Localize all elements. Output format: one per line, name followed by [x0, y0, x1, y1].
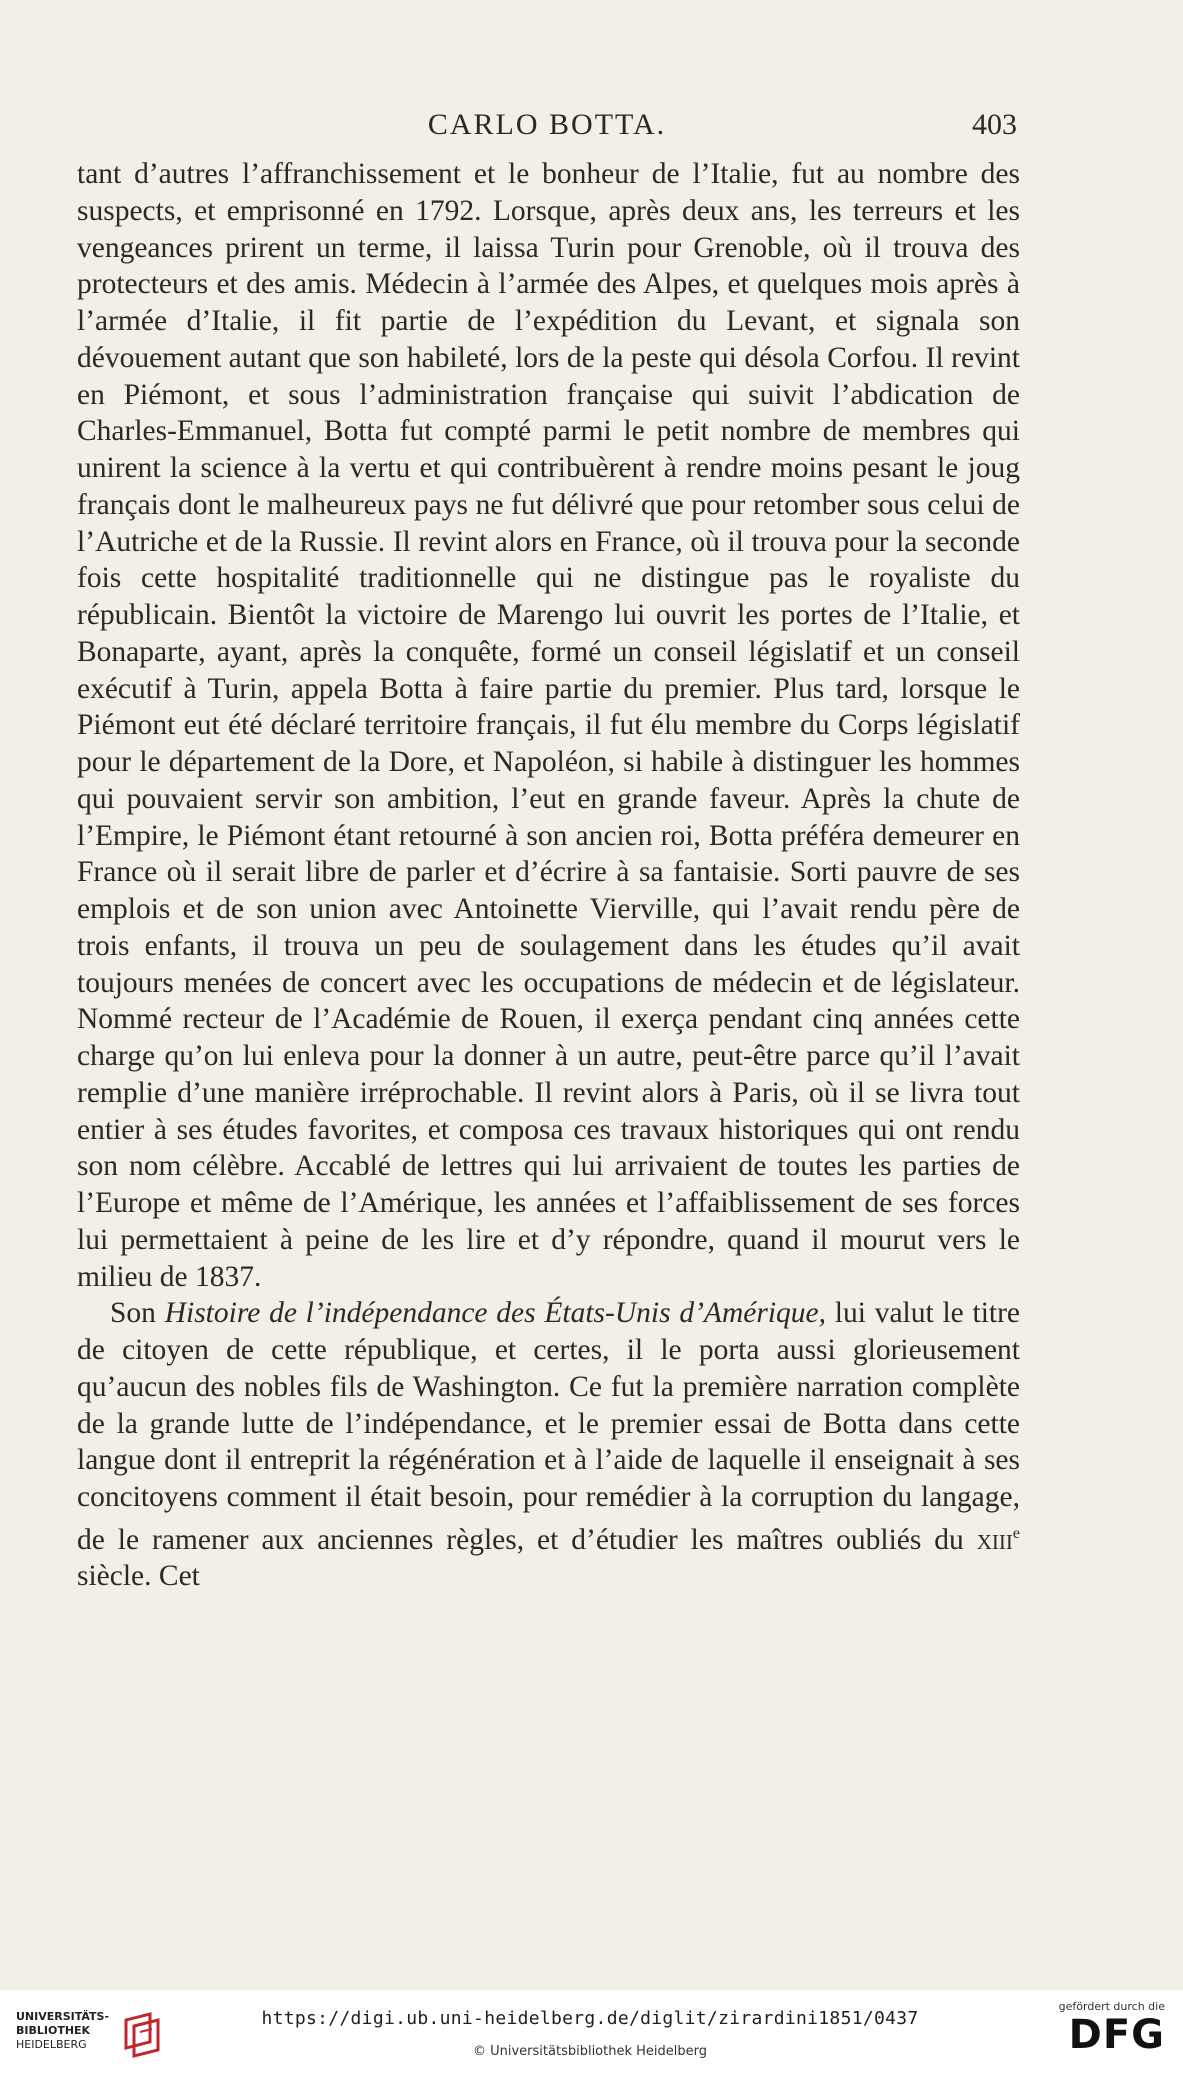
- library-logo[interactable]: [16, 2010, 176, 2062]
- library-name-line: UNIVERSITÄTS-: [16, 2010, 110, 2023]
- funder-logo[interactable]: [1045, 2000, 1165, 2057]
- ordinal-superscript: e: [1012, 1524, 1021, 1542]
- paragraph: tant d’autres l’affranchissement et le bonheur de l’Italie, fut au nombre des suspects, et emprisonné en 1792. Lorsque, après deux ans, les terreurs et les vengeances prirent un terme, il laissa Turin pour Grenoble, où il trouva des protecteurs et des amis. Médecin à l’armée des Alpes, et quelques mois après à l’armée d’Italie, il fit partie de l’expédition du Levant, et signala son dévouement autant que son habileté, lors de la peste qui désola Corfou. Il revint en Piémont, et sous l’administration française qui suivit l’abdication de Charles-Emmanuel, Botta fut compté parmi le petit nombre de membres qui unirent la science à la vertu et qui contribuèrent à rendre moins pesant le joug français dont le malheureux pays ne fut délivré que pour retomber sous celui de l’Autriche et de la Russie. Il revint alors en France, où il trouva pour la seconde fois cette hospitalité traditionnelle qui ne distingue pas le royaliste du républicain. Bientôt la victoire de Marengo lui ouvrit les portes de l’Italie, et Bonaparte, ayant, après la conquête, formé un conseil législatif et un conseil exécutif à Turin, appela Botta à faire partie du premier. Plus tard, lorsque le Piémont eut été déclaré territoire français, il fut élu membre du Corps législatif pour le département de la Dore, et Napoléon, si habile à distinguer les hommes qui pouvaient servir son ambition, l’eut en grande faveur. Après la chute de l’Empire, le Piémont étant retourné à son ancien roi, Botta préféra demeurer en France où il serait libre de parler et d’écrire à sa fantaisie. Sorti pauvre de ses emplois et de son union avec Antoinette Vierville, qui l’avait rendu père de trois enfants, il trouva un peu de soulagement dans les études qu’il avait toujours menées de concert avec les occupations de médecin et de législateur. Nommé recteur de l’Académie de Rouen, il exerça pendant cinq années cette charge qu’on lui enleva pour la donner à un autre, peut-être parce qu’il l’avait remplie d’une manière irréprochable. Il revint alors à Paris, où il se livra tout entier à ses études favorites, et composa ces travaux historiques qui ont rendu son nom célèbre. Accablé de lettres qui lui arrivaient de toutes les parties de l’Europe et même de l’Amérique, les années et l’affaiblissement de ses forces lui permettaient à peine de les lire et d’y répondre, quand il mourut vers le milieu de 1837.: [77, 158, 1020, 1293]
- running-title: CARLO BOTTA.: [427, 108, 667, 141]
- permalink-url[interactable]: https://digi.ub.uni-heidelberg.de/diglit/zirardini1851/0437: [261, 2008, 919, 2029]
- paragraph-text: siècle. Cet: [77, 1560, 200, 1593]
- page-number: 403: [972, 108, 1017, 141]
- copyright-notice: © Universitätsbibliothek Heidelberg: [472, 2044, 707, 2059]
- funder-caption: gefördert durch die: [1058, 2000, 1165, 2013]
- ub-heidelberg-logo-icon: [120, 2012, 164, 2058]
- paragraph-text: Son: [110, 1297, 156, 1330]
- body-text: [77, 156, 1020, 1595]
- dfg-logo-icon: DFG: [1068, 2012, 1165, 2058]
- paragraph-text: lui valut le titre de citoyen de cette république, et certes, il le porta aussi glorieusement qu’aucun des nobles fils de Washington. Ce fut la première narration complète de la grande lutte de l’indépendance, et le premier essai de Botta dans cette langue dont il entreprit la régénération et à l’aide de laquelle il enseignait à ses concitoyens comment il était besoin, pour remédier à la corruption du langage, de le ramener aux anciennes règles, et d’étudier les maîtres oubliés du: [77, 1297, 1021, 1556]
- paragraph: [77, 1295, 1020, 1595]
- library-name-line: BIBLIOTHEK: [16, 2024, 91, 2037]
- library-name-line: HEIDELBERG: [16, 2038, 87, 2051]
- page-header: [77, 108, 1017, 148]
- viewer-footer: [0, 1990, 1183, 2077]
- century-numeral: xiii: [976, 1523, 1013, 1556]
- library-name: [16, 2010, 109, 2052]
- book-title: Histoire de l’indépendance des États-Unis d’Amérique,: [164, 1297, 826, 1330]
